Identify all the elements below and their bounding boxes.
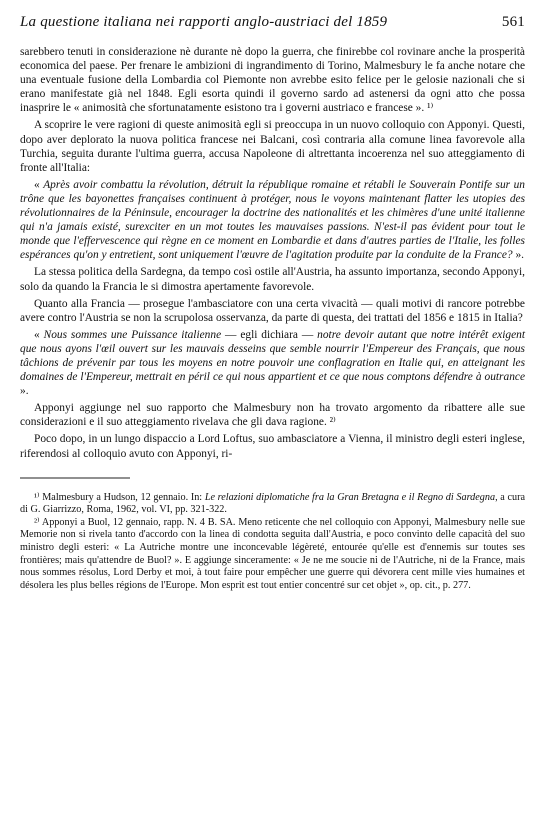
quote-text: Nous sommes une Puissance italienne [43,328,222,341]
quote-text: Après avoir combattu la révolution, détruit la république romaine et rétabli le Souverain Pontife sur un trône que les bayonettes françaises continuent à protéger, nous le voyons maintenant flatter les utopies des révolutionnaires de la Péninsule, encourager la doctrine des nationalités et les chimères d'une unité italienne qui n'a jamais existé, surexciter en un mot toutes les mauvaises passions. N'est-il pas évident pour tout le monde que l'effervescence qui règne en ce moment en Lombardie et dans d'autres parties de l'Italie, les folles espérances qu'on y entretient, sont uniquement l'œuvre de l'agitation produite par la conduite de la France? [20,178,525,262]
footnote-marker: ²⁾ [34,516,40,528]
quote-close: ». [20,385,29,398]
footnote: ²⁾ Apponyi a Buol, 12 gennaio, rapp. N. 4 B. SA. Meno reticente che nel colloquio con Apponyi, Malmesbury nelle sue Memorie non si rivela tanto d'accordo con la linea di condotta seguita dall'Austria, e poco convinto delle capacità del suo ministro degli esteri: « La Autriche montre une inconcevable légèreté, entourée qu'elle est d'ennemis sur toutes ses frontières; mais qu'attendre de Buol? ». E aggiunge sinceramente: « Je ne me soucie ni de l'Autriche, ni de la France, mais nous sommes résolus, Lord Derby et moi, à tout faire pour empêcher une guerre qui dévorera cent mille vies humaines et désolera les plus belles régions de l'Europe. Mon esprit est tout entier concentré sur cet objet », op. cit., p. 277. [20,516,525,591]
main-text [20,45,525,461]
paragraph: Apponyi aggiunge nel suo rapporto che Malmesbury non ha trovato argomento da ribattere alle sue considerazioni e il suo atteggiamento rivelava che gli dava ragione. ²⁾ [20,402,525,429]
quote-paragraph [20,178,525,263]
paragraph: La stessa politica della Sardegna, da tempo così ostile all'Austria, ha assunto importanza, secondo Apponyi, solo da quando la Francia le si dimostra apertamente favorevole. [20,266,525,293]
footnote: ¹⁾ Malmesbury a Hudson, 12 gennaio. In: Le relazioni diplomatiche fra la Gran Bretagna e il Regno di Sardegna, a cura di G. Giarrizzo, Roma, 1962, vol. VI, pp. 321-322. [20,491,525,516]
footnote-marker: ¹⁾ [34,491,40,503]
paragraph: Poco dopo, in un lungo dispaccio a Lord Loftus, suo ambasciatore a Vienna, il ministro degli esteri inglese, riferendosi al colloquio avuto con Apponyi, ri- [20,433,525,460]
quote-close: ». [512,249,524,262]
paragraph: sarebbero tenuti in considerazione nè durante nè dopo la guerra, che finirebbe col rovinare anche la prosperità economica del paese. Per frenare le ambizioni di ingrandimento di Torino, Malmesbury le fa anche notare che una eventuale fusione della Lombardia col Piemonte non avrebbe esito felice per le gelosie nazionali che si erano manifestate già nel 1848. Egli esorta quindi il governo sardo ad astenersi da ogni atto che possa inasprire le « animosità che sfortunatamente esistono tra i governi austriaco e francese ». ¹⁾ [20,46,525,115]
quote-interjection: — egli dichiara — [221,328,318,341]
footnote-divider [20,477,130,479]
quote-paragraph [20,328,525,398]
running-title: La questione italiana nei rapporti anglo-austriaci del 1859 [20,14,388,30]
quote-open: « [34,178,44,191]
paragraph: Quanto alla Francia — prosegue l'ambasciatore con una certa vivacità — quali motivi di rancore potrebbe avere contro l'Austria se non la scrupolosa osservanza, da parte di questa, dei trattati del 1856 e 1815 in Italia? [20,297,525,324]
page-number: 561 [501,14,525,30]
footnotes [20,492,525,593]
running-header [20,14,525,31]
paragraph: A scoprire le vere ragioni di queste animosità egli si preoccupa in un nuovo colloquio con Apponyi. Questi, dopo aver deplorato la nuova politica francese nei Balcani, così contraria alla comune linea favorevole alla Turchia, seguita durante l'ultima guerra, accusa Napoleone di altrettanta incoerenza nel suo atteggiamento di fronte all'Italia: [20,119,525,174]
quote-text: notre devoir autant que notre intérêt exigent que nous ayons l'œil ouvert sur les mauvais desseins que semble nourrir l'Empereur des Français, que nous tâchions de prévenir par tous les moyens en notre pouvoir une conflagration en Italie qui, en atteignant les domaines de l'Empereur, mettrait en péril ce qui nous appartient et ce que nous comptons défendre à outrance [20,328,526,384]
quote-open: « [34,328,44,341]
